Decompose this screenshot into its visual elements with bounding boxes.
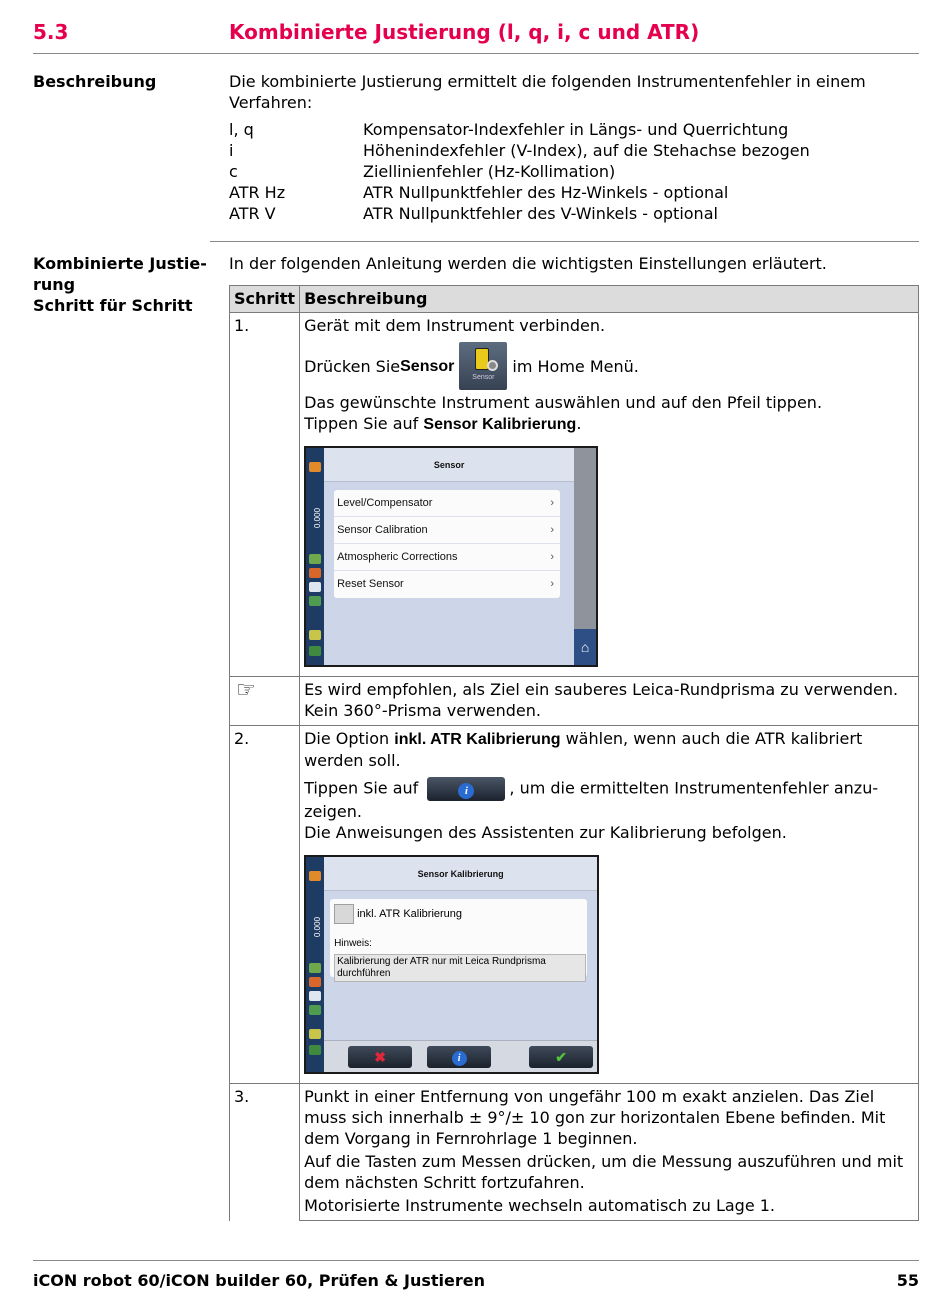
- note-text: Es wird empfohlen, als Ziel ein sauberes Leica-Rundprisma zu verwenden. Kein 360°-Prisma verwenden.: [300, 677, 919, 726]
- step-text: Motorisierte Instrumente wechseln automatisch zu Lage 1.: [304, 1196, 776, 1215]
- status-icon: [309, 871, 321, 881]
- definition-desc: ATR Nullpunktfehler des V-Winkels - optional: [363, 204, 718, 223]
- menu-item-reset-sensor[interactable]: [334, 571, 560, 598]
- sensor-menu-list: [334, 490, 560, 598]
- step-text: Das gewünschte Instrument auswählen und auf den Pfeil tippen.: [304, 393, 823, 412]
- height-readout: 0.000: [313, 916, 323, 938]
- status-icon: [309, 596, 321, 606]
- definition-desc: Höhenindexfehler (V-Index), auf die Stehachse bezogen: [363, 141, 810, 160]
- section-number: 5.3: [33, 20, 69, 44]
- definition-row: [229, 161, 810, 182]
- table-header-row: [230, 286, 919, 313]
- atr-option-label: inkl. ATR Kalibrierung: [394, 731, 561, 748]
- step-text: [304, 777, 914, 822]
- menu-item-atmospheric-corrections[interactable]: [334, 544, 560, 571]
- definition-desc: ATR Nullpunktfehler des Hz-Winkels - optional: [363, 183, 729, 202]
- steps-heading-line3: Schritt für Schritt: [33, 296, 193, 315]
- atr-checkbox[interactable]: [334, 904, 354, 924]
- calibration-screen: [304, 855, 599, 1074]
- definition-term: c: [229, 162, 238, 181]
- definition-desc: Ziellinienfehler (Hz-Kollimation): [363, 162, 616, 181]
- chevron-right-icon: ›: [550, 524, 555, 536]
- atr-checkbox-row[interactable]: [334, 903, 583, 925]
- info-icon: i: [458, 783, 474, 799]
- footer-divider: [33, 1260, 919, 1261]
- chevron-right-icon: ›: [550, 497, 555, 509]
- info-button[interactable]: [427, 1046, 491, 1068]
- table-row: [230, 726, 919, 1084]
- section-divider: [210, 241, 919, 242]
- definition-row: [229, 182, 810, 203]
- status-icon: [309, 977, 321, 987]
- info-icon: i: [452, 1051, 467, 1066]
- chevron-right-icon: ›: [550, 578, 555, 590]
- status-icon: [309, 462, 321, 472]
- check-icon: ✔: [555, 1049, 567, 1065]
- step-description: [300, 726, 919, 1084]
- steps-heading-line2: rung: [33, 275, 76, 294]
- screen-title: Sensor Kalibrierung: [324, 857, 597, 891]
- step-text: Auf die Tasten zum Messen drücken, um die Messung auszuführen und mit dem nächsten Schritt fortzufahren.: [304, 1152, 904, 1192]
- table-row: [230, 677, 919, 726]
- table-row: [230, 313, 919, 677]
- status-icon: [309, 630, 321, 640]
- atr-checkbox-label: inkl. ATR Kalibrierung: [357, 907, 463, 920]
- section-title: Kombinierte Justierung (l, q, i, c und ATR): [229, 20, 700, 44]
- sensor-calibration-label: Sensor Kalibrierung: [423, 416, 577, 433]
- step-text: Gerät mit dem Instrument verbinden.: [304, 316, 606, 335]
- status-icon: [309, 582, 321, 592]
- status-icon: [309, 1029, 321, 1039]
- step-text-post: im Home Menü.: [512, 356, 639, 376]
- step-text: [304, 413, 914, 435]
- definition-desc: Kompensator-Indexfehler in Längs- und Querrichtung: [363, 120, 789, 139]
- definition-row: [229, 203, 810, 224]
- step-number: 3.: [230, 1084, 300, 1221]
- status-icon: [309, 991, 321, 1001]
- page-number: 55: [896, 1271, 919, 1290]
- sensor-icon-caption: Sensor: [472, 374, 495, 381]
- definition-row: [229, 119, 810, 140]
- cancel-button[interactable]: [348, 1046, 412, 1068]
- header-divider: [33, 53, 919, 54]
- definition-term: ATR Hz: [229, 183, 286, 202]
- steps-intro: In der folgenden Anleitung werden die wichtigsten Einstellungen erläutert.: [229, 254, 827, 273]
- step-number: 1.: [230, 313, 300, 677]
- step-description: [300, 1084, 919, 1221]
- step-text: Die Anweisungen des Assistenten zur Kalibrierung befolgen.: [304, 823, 787, 842]
- menu-item-sensor-calibration[interactable]: [334, 517, 560, 544]
- definition-term: ATR V: [229, 204, 276, 223]
- header-description: Beschreibung: [300, 286, 919, 313]
- ok-button[interactable]: [529, 1046, 593, 1068]
- menu-item-label: Sensor Calibration: [337, 524, 428, 536]
- step-text-post: .: [576, 414, 582, 433]
- definition-row: [229, 140, 810, 161]
- steps-heading: [33, 253, 213, 316]
- beschreibung-heading: Beschreibung: [33, 72, 157, 91]
- info-button: [427, 777, 505, 801]
- step-text: [304, 728, 914, 771]
- footer-title: iCON robot 60/iCON builder 60, Prüfen & Justieren: [33, 1271, 486, 1290]
- step-text: Punkt in einer Entfernung von ungefähr 100 m exakt anzielen. Das Ziel muss sich innerhalb ± 9°/± 10 gon zur horizontalen Ebene befinden. Mit dem Vorgang in Fernrohrlage 1 beginnen.: [304, 1087, 886, 1148]
- calibration-panel: [330, 899, 587, 977]
- step-text-pre: Tippen Sie auf: [304, 414, 424, 433]
- menu-item-label: Level/Compensator: [337, 497, 433, 509]
- sensor-screen: [304, 446, 598, 667]
- step-text-pre: Die Option: [304, 729, 395, 748]
- button-bar: [324, 1040, 597, 1072]
- step-text-pre: Drücken Sie: [304, 356, 401, 376]
- status-sidebar: [306, 857, 324, 1072]
- sensor-label: Sensor: [400, 357, 455, 375]
- definition-list: [229, 119, 810, 224]
- menu-item-level-compensator[interactable]: [334, 490, 560, 517]
- hand-pointer-icon: ☞: [230, 677, 300, 726]
- sensor-instruction: [304, 342, 914, 390]
- height-readout: 0.000: [313, 507, 323, 529]
- step-text-pre: Tippen Sie auf: [304, 778, 424, 798]
- step-text-post: wählen, wenn auch die ATR kalibriert werden soll.: [304, 729, 863, 770]
- step-description: [300, 313, 919, 677]
- status-sidebar: [306, 448, 324, 665]
- chevron-right-icon: ›: [550, 551, 555, 563]
- hint-text: Kalibrierung der ATR nur mit Leica Rundprisma durchführen: [334, 954, 586, 982]
- steps-heading-line1: Kombinierte Justie-: [33, 254, 207, 273]
- definition-term: i: [229, 141, 234, 160]
- definition-term: l, q: [229, 120, 254, 139]
- step-number: 2.: [230, 726, 300, 1084]
- header-step: Schritt: [230, 286, 300, 313]
- step-text-post: , um die ermittelten Instrumentenfehler anzu-zeigen.: [304, 778, 879, 821]
- beschreibung-intro: Die kombinierte Justierung ermittelt die folgenden Instrumentenfehler in einem Verfahren:: [229, 72, 866, 112]
- steps-table: [229, 285, 919, 1221]
- hint-label: Hinweis:: [334, 938, 372, 949]
- menu-item-label: Atmospheric Corrections: [337, 551, 458, 563]
- status-icon: [309, 568, 321, 578]
- sensor-app-icon: [459, 342, 507, 390]
- close-icon: ✖: [374, 1049, 386, 1065]
- status-icon: [309, 646, 321, 656]
- status-icon: [309, 554, 321, 564]
- status-icon: [309, 963, 321, 973]
- screen-title: Sensor: [324, 448, 574, 482]
- status-icon: [309, 1045, 321, 1055]
- status-icon: [309, 1005, 321, 1015]
- table-row: [230, 1084, 919, 1221]
- home-icon[interactable]: ⌂: [574, 629, 596, 665]
- menu-item-label: Reset Sensor: [337, 578, 404, 590]
